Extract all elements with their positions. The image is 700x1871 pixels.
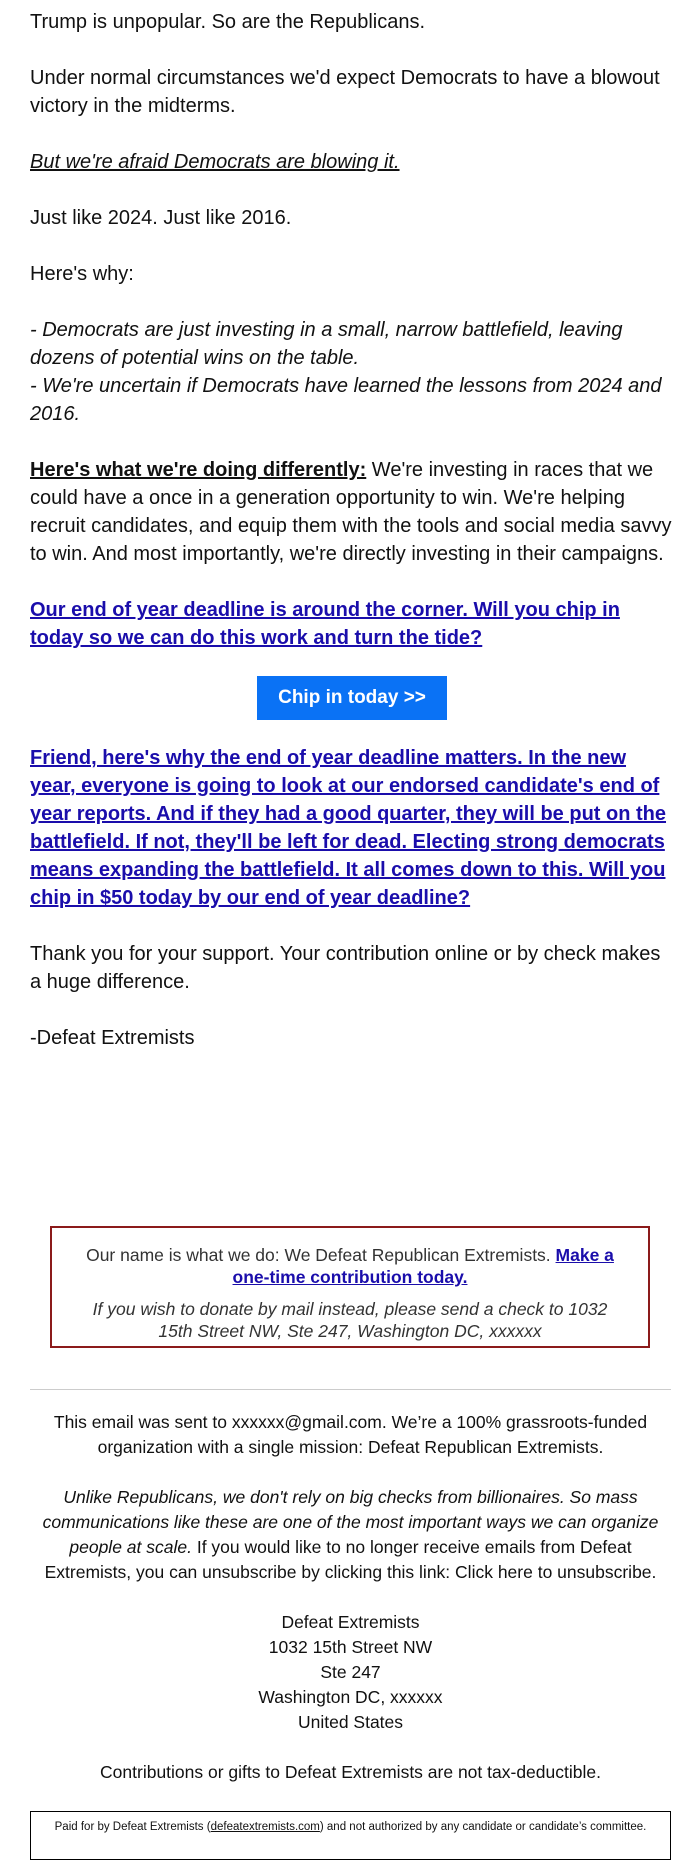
paragraph-deadline <box>30 596 674 652</box>
one-time-contribution-link[interactable]: Make a one-time contribution today. <box>232 1245 614 1287</box>
friend-deadline-link[interactable]: Friend, here's why the end of year deadline matters. In the new year, everyone is going to look at our endorsed candidate's end of year reports. And if they had a good quarter, they will be put on the battlefield. If not, they'll be left for dead. Electing strong democrats means expanding the battlefield. It all comes down to this. Will you chip in $50 today by our end of year deadline? <box>30 747 667 909</box>
cta-wrapper <box>30 676 674 720</box>
website-link[interactable]: defeatextremists.com <box>210 1821 320 1833</box>
footer-unsubscribe-paragraph <box>30 1485 671 1585</box>
paragraph-just-like: Just like 2024. Just like 2016. <box>30 207 292 229</box>
footer-italic-text: Unlike Republicans, we don't rely on big checks from billionaires. So mass communications like these are one of the most important ways we can organize people at scale. <box>42 1487 659 1557</box>
footer-divider <box>30 1389 671 1390</box>
address-country: United States <box>297 1712 404 1732</box>
box-lead-text: Our name is what we do: We Defeat Republican Extremists. <box>86 1245 556 1265</box>
bullet-list <box>30 316 674 428</box>
paragraph-doing-differently <box>30 456 674 568</box>
paid-by-prefix: Paid for by Defeat Extremists ( <box>54 1821 211 1833</box>
bullet-lessons: - We're uncertain if Democrats have learned the lessons from 2024 and 2016. <box>30 375 662 425</box>
email-body <box>30 8 674 1080</box>
paragraph-thanks: Thank you for your support. Your contribution online or by check makes a huge difference. <box>30 943 661 993</box>
box-lead <box>78 1244 622 1288</box>
tax-note: Contributions or gifts to Defeat Extremists are not tax-deductible. <box>100 1762 601 1782</box>
mail-donation-note: If you wish to donate by mail instead, please send a check to 1032 15th Street NW, Ste 247, Washington DC, xxxxxx <box>92 1299 608 1341</box>
paragraph-midterms: Under normal circumstances we'd expect Democrats to have a blowout victory in the midterms. <box>30 67 660 117</box>
differently-text: We're investing in races that we could have a once in a generation opportunity to win. We're helping recruit candidates, and equip them with the tools and social media savvy to win. And most importantly, we're directly investing in their campaigns. <box>30 459 672 565</box>
address-city: Washington DC, xxxxxx <box>258 1687 443 1707</box>
address-street: 1032 15th Street NW <box>268 1637 433 1657</box>
paragraph-heres-why: Here's why: <box>30 263 134 285</box>
signoff: -Defeat Extremists <box>30 1027 195 1049</box>
footer-address <box>30 1610 671 1735</box>
paragraph-friend <box>30 744 674 912</box>
paragraph-unpopular: Trump is unpopular. So are the Republicans. <box>30 11 426 33</box>
footer-unsub-text: If you would like to no longer receive emails from Defeat Extremists, you can unsubscribe by clicking this link: <box>44 1537 632 1582</box>
bullet-narrow-battlefield: - Democrats are just investing in a small, narrow battlefield, leaving dozens of potential wins on the table. <box>30 319 623 369</box>
footer-sent-to: This email was sent to xxxxxx@gmail.com. We’re a 100% grassroots-funded organization with a single mission: Defeat Republican Extremists. <box>53 1412 648 1457</box>
contribution-box <box>50 1226 650 1348</box>
deadline-link[interactable]: Our end of year deadline is around the corner. Will you chip in today so we can do this work and turn the tide? <box>30 599 620 649</box>
chip-in-button[interactable]: Chip in today >> <box>257 676 447 720</box>
differently-label: Here's what we're doing differently: <box>30 459 367 481</box>
address-suite: Ste 247 <box>320 1662 381 1682</box>
paragraph-blowing-it: But we're afraid Democrats are blowing it. <box>30 151 400 173</box>
paid-by-suffix: ) and not authorized by any candidate or candidate’s committee. <box>319 1821 647 1833</box>
address-org: Defeat Extremists <box>281 1612 420 1632</box>
email-footer <box>30 1410 671 1810</box>
paid-for-by-box <box>30 1811 671 1860</box>
unsubscribe-link[interactable]: Click here to unsubscribe. <box>455 1562 657 1582</box>
